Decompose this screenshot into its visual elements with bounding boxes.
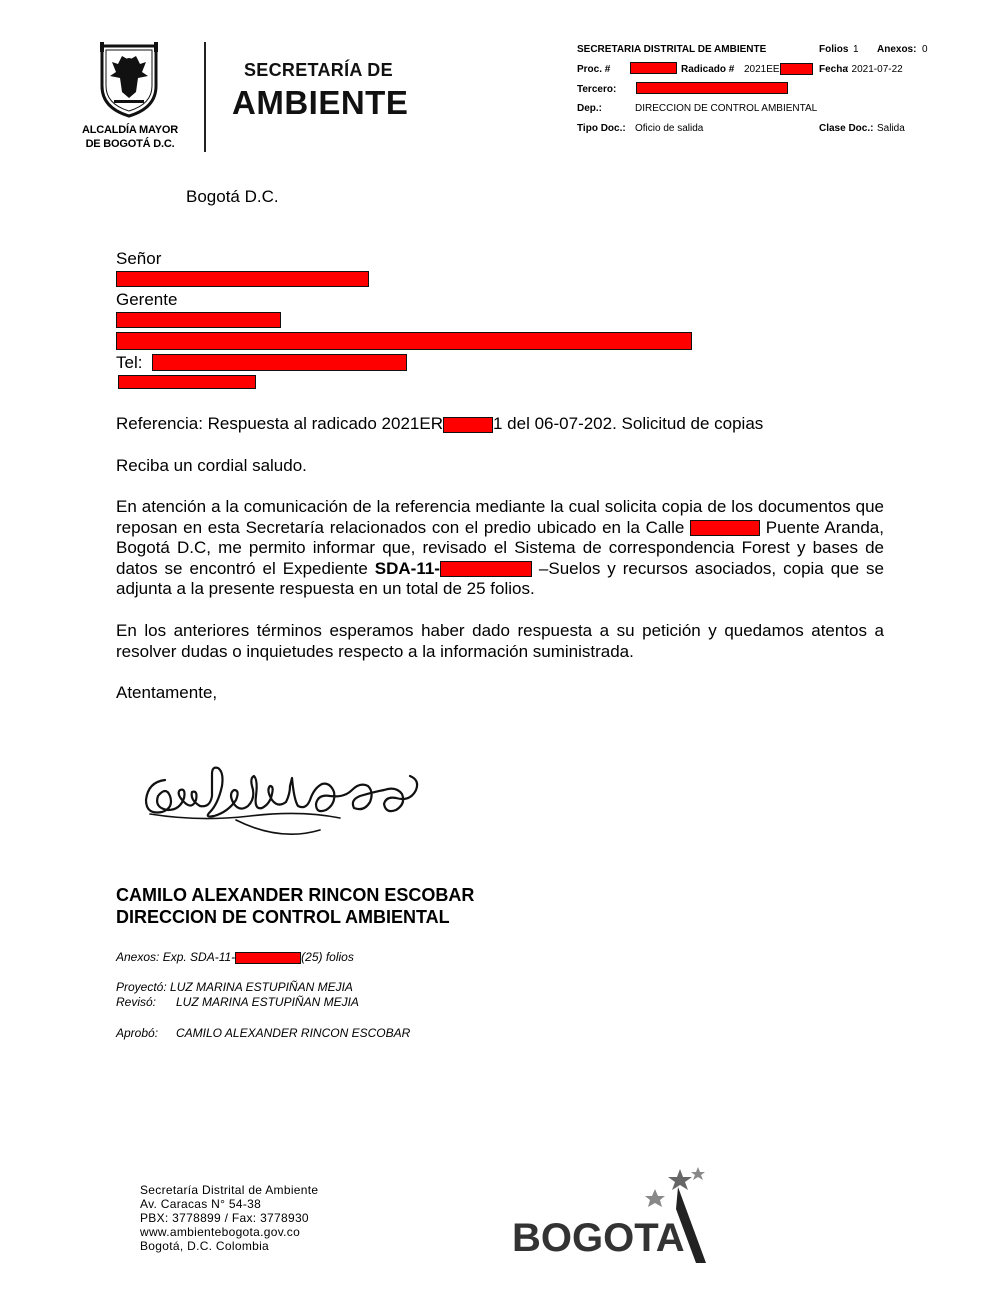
city-line: Bogotá D.C.: [186, 187, 279, 206]
signatory-block: [116, 884, 474, 928]
anexos-label: Anexos:: [877, 44, 917, 55]
alcaldia-line-1: ALCALDÍA MAYOR: [82, 124, 178, 136]
clase-doc-value: Salida: [877, 123, 905, 134]
footer-line-3: PBX: 3778899 / Fax: 3778930: [140, 1211, 309, 1225]
radicado-value: 2021EE: [744, 64, 780, 75]
anexos-redaction: [235, 952, 301, 964]
tel-label: Tel:: [116, 353, 143, 372]
paragraph-1-part-c: –Suelos y recursos asociados, copia que se adjunta a la presente respuesta en un total de 25 folios.: [116, 558, 884, 598]
footer-line-4: www.ambientebogota.gov.co: [140, 1225, 301, 1239]
anexos-note-prefix: Anexos: Exp. SDA-11-: [116, 950, 236, 964]
anexos-value: 0: [922, 44, 928, 55]
footer-line-2: Av. Caracas N° 54-38: [140, 1197, 262, 1211]
signatory-name: CAMILO ALEXANDER RINCON ESCOBAR: [116, 885, 475, 905]
alcaldia-line-2: DE BOGOTÁ D.C.: [85, 138, 175, 150]
dep-label: Dep.:: [577, 103, 602, 114]
reviso-name: LUZ MARINA ESTUPIÑAN MEJIA: [176, 995, 359, 1009]
footer-address: [140, 1183, 318, 1253]
tipo-doc-label: Tipo Doc.:: [577, 123, 626, 134]
reference-mid: 1: [492, 414, 503, 433]
aprobo-label: Aprobó:: [116, 1026, 159, 1040]
recipient-name-redaction: [116, 271, 369, 287]
anexos-note: [116, 950, 354, 964]
tel-redaction: [152, 354, 407, 371]
tercero-redaction: [636, 82, 788, 94]
reference-redaction: [443, 417, 493, 433]
bogota-brand-logo: [510, 1165, 710, 1270]
salutation-title: Señor: [116, 249, 162, 268]
expediente-redaction: [440, 561, 532, 577]
reference-line: [116, 414, 763, 435]
aprobo-name: CAMILO ALEXANDER RINCON ESCOBAR: [176, 1026, 411, 1040]
proc-redaction: [630, 62, 677, 74]
tercero-label: Tercero:: [577, 84, 617, 95]
header-divider: [204, 42, 206, 152]
reviso-label: Revisó:: [116, 995, 157, 1009]
radicado-label: Radicado #: [681, 64, 735, 75]
expediente-code: SDA-11-: [374, 558, 440, 578]
signatory-department: DIRECCION DE CONTROL AMBIENTAL: [116, 907, 450, 927]
reference-suffix: del 06-07-202. Solicitud de copias: [502, 414, 764, 433]
fecha-label: Fecha: [819, 64, 848, 75]
footer-line-1: Secretaría Distrital de Ambiente: [140, 1183, 319, 1197]
closing: Atentamente,: [116, 683, 218, 702]
handwritten-signature: [140, 760, 430, 855]
paragraph-1: [116, 497, 884, 600]
clase-doc-label: Clase Doc.:: [819, 123, 874, 134]
paragraph-1-part-a: En atención a la comunicación de la referencia mediante la cual solicita copia de los documentos que reposan en esta Secretaría relacionados con el predio ubicado en la Calle: [116, 497, 884, 537]
paragraph-2: En los anteriores términos esperamos haber dado respuesta a su petición y quedamos atentos a resolver dudas o inquietudes respecto a la información suministrada.: [116, 621, 884, 661]
greeting: Reciba un cordial saludo.: [116, 456, 307, 475]
folios-label: Folios: [819, 44, 849, 55]
reference-prefix: Referencia: Respuesta al radicado 2021ER: [116, 414, 443, 433]
anexos-note-suffix: (25) folios: [301, 950, 354, 964]
entity-name: SECRETARIA DISTRITAL DE AMBIENTE: [577, 44, 767, 55]
alcaldia-label: [78, 123, 182, 151]
folios-value: 1: [853, 44, 859, 55]
secretaria-de-label: SECRETARÍA DE: [244, 60, 393, 80]
email-redaction: [118, 375, 256, 389]
proc-label: Proc. #: [577, 64, 611, 75]
bogota-logo-text: BOGOTA: [512, 1216, 685, 1260]
paragraph-1-part-b: Puente Aranda, Bogotá D.C, me permito informar que, revisado el Sistema de correspondencia Forest y bases de datos se encontró el Expediente: [116, 517, 884, 578]
proyecto-note: Proyectó: LUZ MARINA ESTUPIÑAN MEJIA: [116, 980, 353, 994]
street-redaction: [690, 520, 760, 536]
tipo-doc-value: Oficio de salida: [635, 123, 704, 134]
company-redaction: [116, 312, 281, 328]
recipient-role: Gerente: [116, 290, 178, 309]
radicado-redaction: [780, 63, 813, 75]
dep-value: DIRECCION DE CONTROL AMBIENTAL: [635, 103, 818, 114]
address-redaction: [116, 332, 692, 350]
footer-line-5: Bogotá, D.C. Colombia: [140, 1239, 270, 1253]
ambiente-label: AMBIENTE: [232, 84, 409, 121]
bogota-coat-of-arms-logo: [98, 42, 160, 118]
fecha-value: : 2021-07-22: [846, 64, 903, 75]
